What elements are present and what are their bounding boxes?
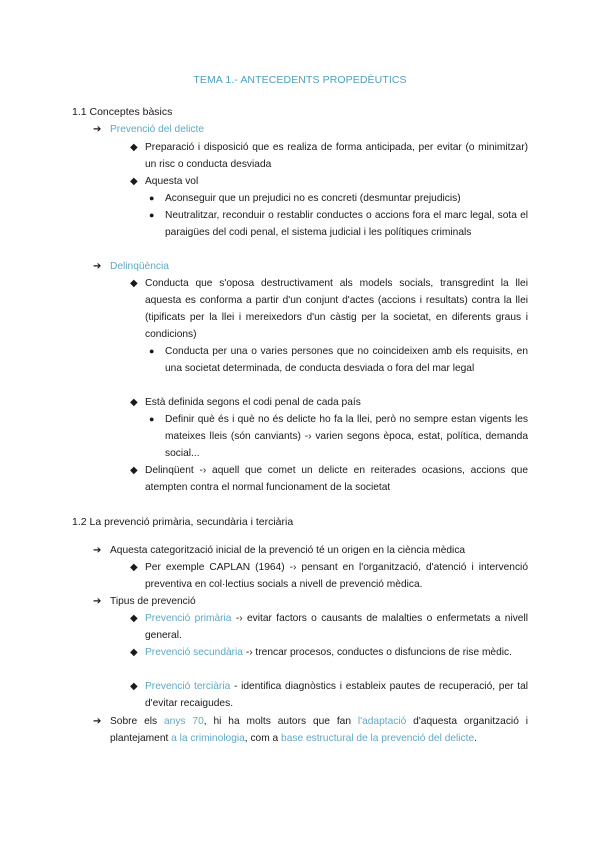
aquesta-vol-text: Aquesta vol <box>145 176 199 187</box>
arrow-icon: ➔ <box>93 545 102 556</box>
diamond-bullet-icon: ◆ <box>130 397 138 408</box>
arrow-icon: ➔ <box>93 596 102 607</box>
section-heading-1-2: 1.2 La prevenció primària, secundària i terciària <box>72 516 294 528</box>
text-fragment: d'aquesta organització i plantejament <box>110 716 529 744</box>
round-bullet-icon: ● <box>149 193 155 203</box>
text-fragment: . <box>474 733 477 744</box>
prevencio-goal-1: Aconseguir que un prejudici no es concreti (desmuntar prejudicis) <box>165 193 461 204</box>
prevencio-primaria-text: -› evitar factors o causants de malalties o enfermetats a nivell general. <box>145 613 528 641</box>
term-delinquencia: Delinqüència <box>110 261 169 272</box>
term-prevencio-terciaria: Prevenció terciària <box>145 681 231 692</box>
diamond-bullet-icon: ◆ <box>130 562 138 573</box>
delinquent-definition: Delinqüent -› aquell que comet un delicte en reiterades ocasions, accions que atempten contra el normal funcionament de la societat <box>145 465 528 493</box>
highlight-base-estructural: base estructural de la prevenció del delicte <box>281 733 475 744</box>
diamond-bullet-icon: ◆ <box>130 142 138 153</box>
definition-prevencio: Preparació i disposició que es realiza de forma anticipada, per evitar (o minimitzar) un risc o conducta desviada <box>145 142 528 170</box>
diamond-bullet-icon: ◆ <box>130 681 138 692</box>
anys-70-paragraph <box>110 713 528 747</box>
prevencio-terciaria-item <box>145 678 528 712</box>
diamond-bullet-icon: ◆ <box>130 613 138 624</box>
prevencio-terciaria-text: - identifica diagnòstics i estableix pautes de recuperació, per tal d'evitar recaigudes. <box>145 681 528 709</box>
term-prevencio-del-delicte: Prevenció del delicte <box>110 124 205 135</box>
round-bullet-icon: ● <box>149 210 155 220</box>
arrow-icon: ➔ <box>93 261 102 272</box>
diamond-bullet-icon: ◆ <box>130 278 138 289</box>
diamond-bullet-icon: ◆ <box>130 465 138 476</box>
prevencio-secundaria-item <box>145 644 528 661</box>
tipus-prevencio: Tipus de prevenció <box>110 596 196 607</box>
categoritzacio-text: Aquesta categorització inicial de la prevenció té un origen en la ciència mèdica <box>110 545 466 556</box>
highlight-adaptacio: l'adaptació <box>357 716 407 727</box>
term-prevencio-secundaria: Prevenció secundària <box>145 647 243 658</box>
diamond-bullet-icon: ◆ <box>130 176 138 187</box>
arrow-icon: ➔ <box>93 716 102 727</box>
diamond-bullet-icon: ◆ <box>130 647 138 658</box>
page-title: TEMA 1.- ANTECEDENTS PROPEDÈUTICS <box>193 74 407 86</box>
prevencio-goal-2: Neutralitzar, reconduir o restablir conductes o accions fora el marc legal, sota el paraigües del codi penal, el sistema judicial i les polítiques criminals <box>165 210 528 238</box>
prevencio-primaria-item <box>145 610 528 644</box>
delinquencia-point-1: Conducta per una o varies persones que no coincideixen amb els requisits, en una societat determinada, de conducta desviada o fora del mar legal <box>165 346 528 374</box>
definition-delinquencia: Conducta que s'oposa destructivament als models socials, transgredint la llei aquesta es conforma a partir d'un conjunt d'actes (accions i resultats) contra la llei (tipificats per la llei i mereixedors d'un càstig per la societat, en diferents graus i condicions) <box>145 278 528 340</box>
text-fragment: Sobre els <box>110 716 164 727</box>
highlight-criminologia: a la criminologia <box>171 733 245 744</box>
round-bullet-icon: ● <box>149 346 155 356</box>
prevencio-secundaria-text: -› trencar procesos, conductes o disfuncions de rise mèdic. <box>242 647 512 658</box>
round-bullet-icon: ● <box>149 414 155 424</box>
arrow-icon: ➔ <box>93 124 102 135</box>
term-prevencio-primaria: Prevenció primària <box>145 613 232 624</box>
section-heading-1-1: 1.1 Conceptes bàsics <box>72 106 173 118</box>
text-fragment: , com a <box>244 733 282 744</box>
text-fragment: , hi ha molts autors que fan <box>203 716 358 727</box>
caplan-example: Per exemple CAPLAN (1964) -› pensant en l'organització, d'atenció i intervenció preventiva en col·lectius socials a nivell de prevenció mèdica. <box>145 562 528 590</box>
highlight-anys-70: anys 70 <box>164 716 204 727</box>
codi-penal-text: Està definida segons el codi penal de cada país <box>145 397 361 408</box>
delinquencia-point-2: Definir què és i què no és delicte ho fa la llei, però no sempre estan vigents les mateixes lleis (són canviants) -› varien segons època, estat, política, demanda social... <box>165 414 528 459</box>
